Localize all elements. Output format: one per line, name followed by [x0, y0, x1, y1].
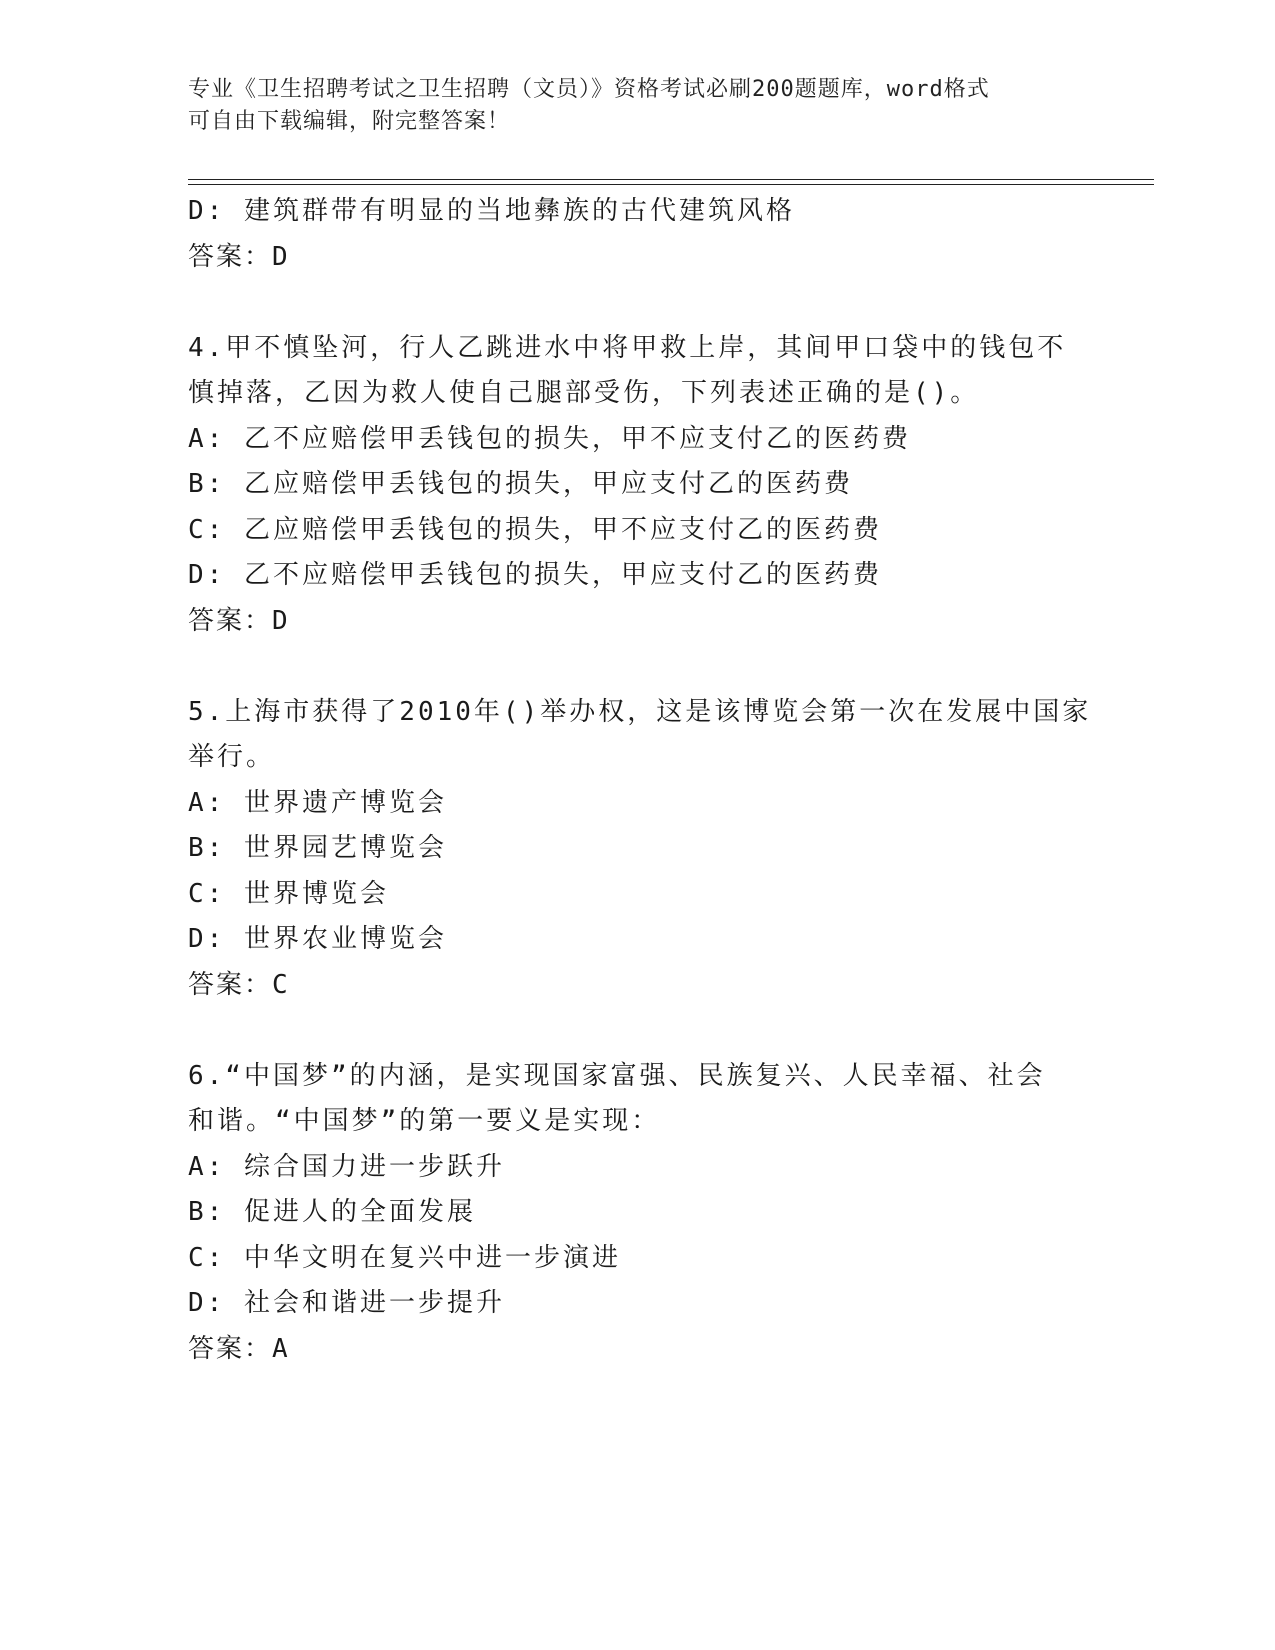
- header-line-2: 可自由下载编辑，附完整答案！: [188, 109, 511, 134]
- answer-value: C: [272, 969, 289, 1000]
- answer-value: D: [272, 241, 289, 272]
- answer-line: [188, 599, 1088, 645]
- option-d: D: 社会和谐进一步提升: [188, 1288, 505, 1318]
- option-c: C: 中华文明在复兴中进一步演进: [188, 1242, 621, 1273]
- question-stem-line: 和谐。“中国梦”的第一要义是实现：: [188, 1106, 661, 1136]
- option-d: D: 建筑群带有明显的当地彝族的古代建筑风格: [188, 196, 795, 226]
- answer-label: 答案：: [188, 605, 273, 636]
- option-c: C: 世界博览会: [188, 878, 389, 909]
- answer-label: 答案：: [188, 241, 273, 272]
- question-stem-line: 4.甲不慎坠河，行人乙跳进水中将甲救上岸，其间甲口袋中的钱包不: [188, 332, 1067, 363]
- answer-value: A: [272, 1333, 289, 1364]
- answer-line: [188, 235, 1088, 281]
- question-stem-line: 慎掉落，乙因为救人使自己腿部受伤，下列表述正确的是()。: [188, 378, 980, 408]
- option-b: B: 促进人的全面发展: [188, 1197, 476, 1227]
- question-stem-line: 6.“中国梦”的内涵，是实现国家富强、民族复兴、人民幸福、社会: [188, 1060, 1046, 1091]
- option-a: A: 综合国力进一步跃升: [188, 1151, 505, 1182]
- option-d: D: 世界农业博览会: [188, 924, 447, 954]
- option-b: B: 乙应赔偿甲丢钱包的损失，甲应支付乙的医药费: [188, 469, 853, 499]
- header-rule-top: [188, 179, 1154, 180]
- header-line-1: 专业《卫生招聘考试之卫生招聘（文员）》资格考试必刷200题题库，word格式: [188, 77, 990, 102]
- document-header: [188, 74, 1088, 138]
- question-list: [188, 189, 1092, 1372]
- continued-question: [188, 189, 1088, 280]
- option-a: A: 世界遗产博览会: [188, 787, 447, 818]
- answer-value: D: [272, 605, 289, 636]
- option-b: B: 世界园艺博览会: [188, 833, 447, 863]
- option-d: D: 乙不应赔偿甲丢钱包的损失，甲应支付乙的医药费: [188, 560, 882, 590]
- option-c: C: 乙应赔偿甲丢钱包的损失，甲不应支付乙的医药费: [188, 514, 882, 545]
- question-5: [188, 690, 1092, 1009]
- answer-label: 答案：: [188, 1333, 273, 1364]
- answer-line: [188, 1327, 1088, 1373]
- question-4: [188, 326, 1088, 645]
- answer-line: [188, 963, 1088, 1009]
- header-rule-bottom: [188, 184, 1154, 185]
- question-6: [188, 1054, 1088, 1373]
- question-stem-line: 举行。: [188, 742, 276, 772]
- option-a: A: 乙不应赔偿甲丢钱包的损失，甲不应支付乙的医药费: [188, 423, 911, 454]
- answer-label: 答案：: [188, 969, 273, 1000]
- question-stem-line: 5.上海市获得了2010年()举办权，这是该博览会第一次在发展中国家: [188, 696, 1092, 727]
